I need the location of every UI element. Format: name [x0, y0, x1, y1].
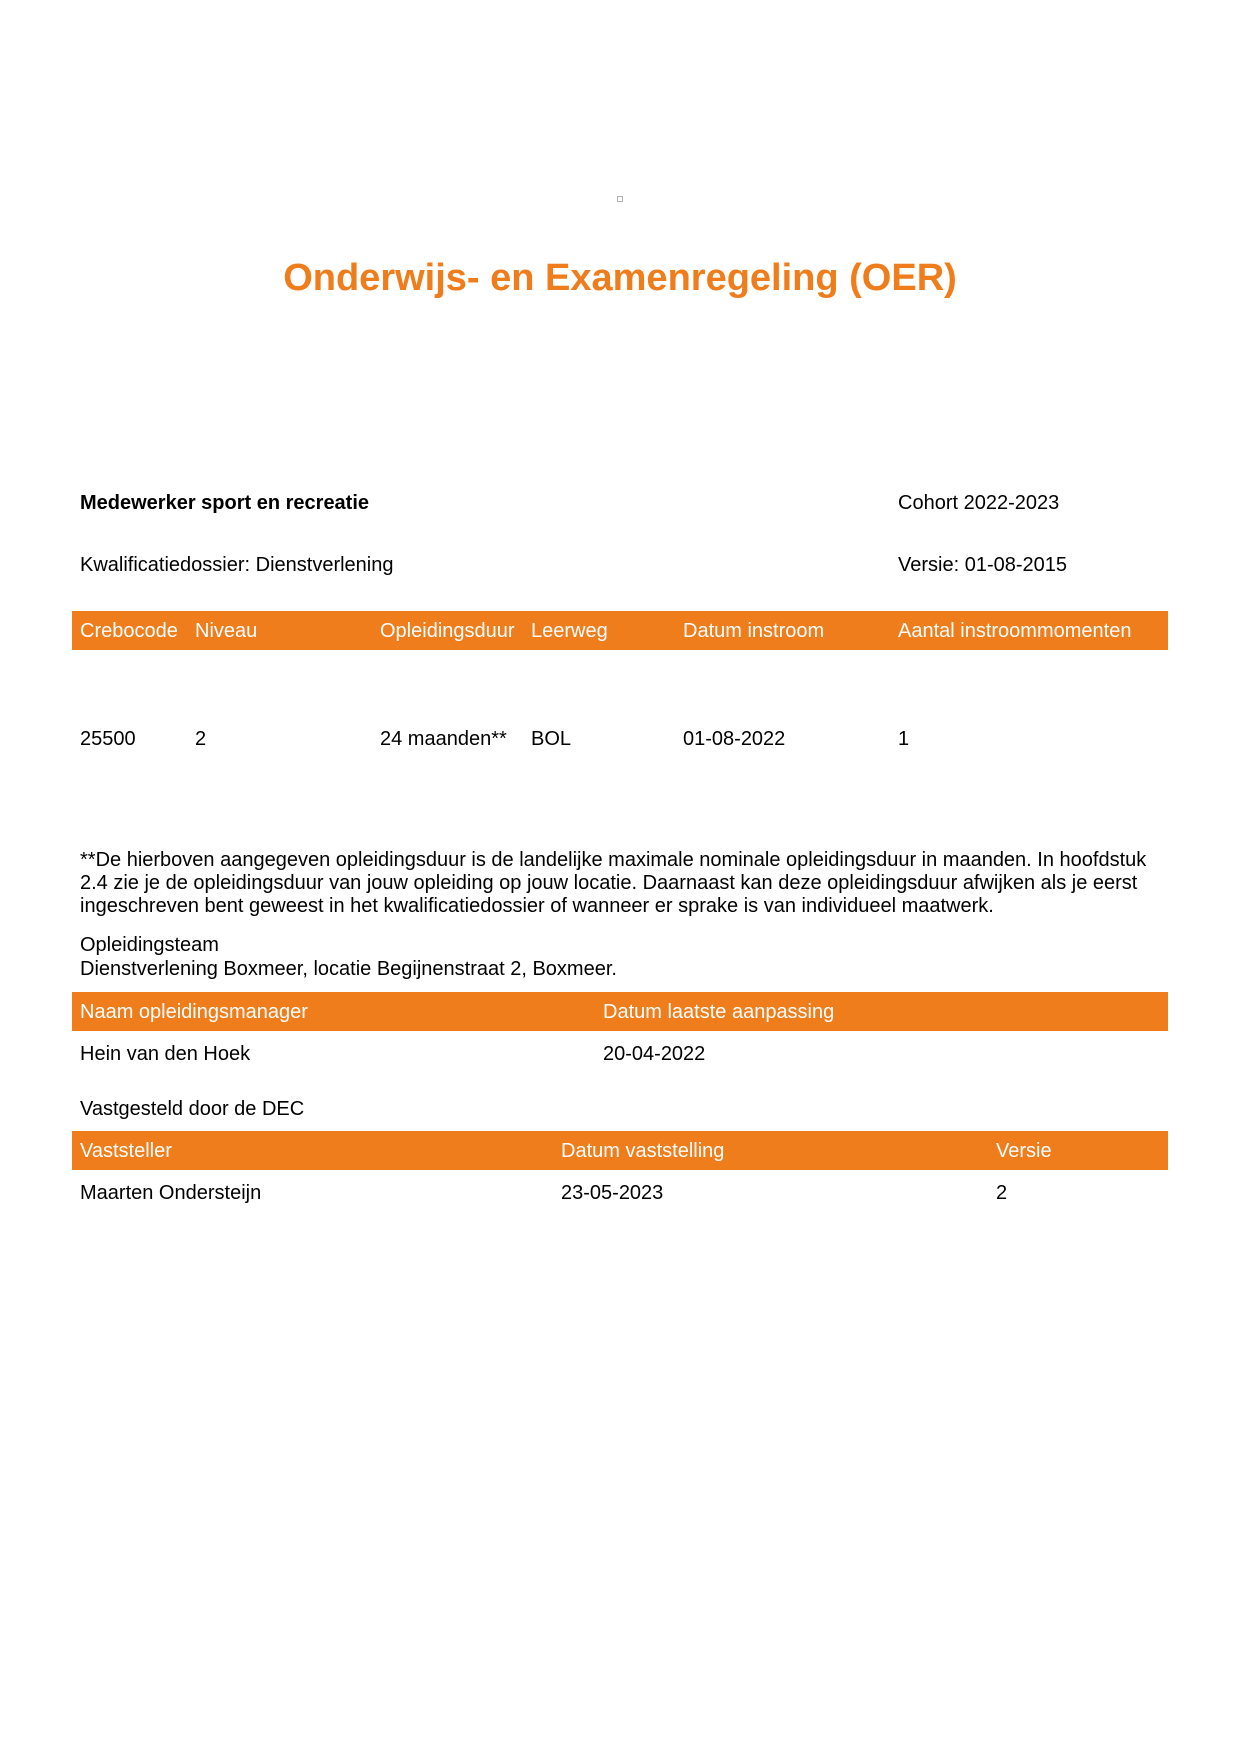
program-table-header [72, 611, 1168, 650]
column-header-manager: Naam opleidingsmanager [80, 1001, 308, 1023]
cell-opleidingsduur: 24 maanden** [380, 728, 507, 750]
image-placeholder [617, 196, 623, 202]
version: Versie: 01-08-2015 [898, 554, 1068, 576]
cohort: Cohort 2022-2023 [898, 492, 1060, 514]
cell-datum-vaststelling: 23-05-2023 [561, 1182, 664, 1204]
cell-vaststeller: Maarten Ondersteijn [80, 1182, 262, 1204]
team-location: Dienstverlening Boxmeer, locatie Begijnenstraat 2, Boxmeer. [80, 957, 617, 980]
dec-label: Vastgesteld door de DEC [80, 1098, 305, 1120]
column-header-instroommomenten: Aantal instroommomenten [898, 620, 1132, 642]
column-header-datum-vaststelling: Datum vaststelling [561, 1140, 725, 1162]
manager-table-header [72, 992, 1168, 1031]
column-header-datum-instroom: Datum instroom [683, 620, 825, 642]
cell-versie: 2 [996, 1182, 1008, 1204]
column-header-niveau: Niveau [195, 620, 258, 642]
duration-footnote: **De hierboven aangegeven opleidingsduur is de landelijke maximale nominale opleidingsduur in maanden. In hoofdstuk 2.4 zie je de opleidingsduur van jouw opleiding op jouw locatie. Daarnaast kan deze opleidingsduur afwijken als je eerst ingeschreven bent geweest in het kwalificatiedossier of wanneer er sprake is van individueel maatwerk. [80, 849, 1147, 917]
cell-niveau: 2 [195, 728, 207, 750]
column-header-versie: Versie [996, 1140, 1052, 1162]
cell-leerweg: BOL [531, 728, 572, 750]
cell-crebocode: 25500 [80, 728, 136, 750]
column-header-last-modified: Datum laatste aanpassing [603, 1001, 835, 1023]
column-header-vaststeller: Vaststeller [80, 1140, 172, 1162]
cell-manager-name: Hein van den Hoek [80, 1043, 251, 1065]
program-name: Medewerker sport en recreatie [80, 492, 370, 514]
column-header-crebocode: Crebocode [80, 620, 178, 642]
column-header-opleidingsduur: Opleidingsduur [380, 620, 515, 642]
qualification-file: Kwalificatiedossier: Dienstverlening [80, 554, 394, 576]
column-header-leerweg: Leerweg [531, 620, 608, 642]
training-team [80, 934, 617, 981]
cell-instroommomenten: 1 [898, 728, 910, 750]
cell-datum-instroom: 01-08-2022 [683, 728, 786, 750]
team-label: Opleidingsteam [80, 934, 219, 956]
page-title: Onderwijs- en Examenregeling (OER) [283, 257, 957, 299]
cell-last-modified: 20-04-2022 [603, 1043, 706, 1065]
approval-table-header [72, 1131, 1168, 1170]
